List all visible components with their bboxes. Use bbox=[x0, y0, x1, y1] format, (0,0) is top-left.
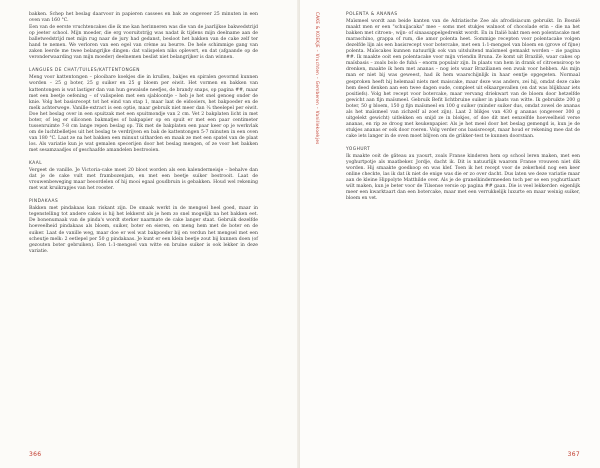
section-text-polenta: Maïsmeel wordt aan beide kanten van de Adriatische Zee als afrodisiacum gebruikt. In Bosnië maakt men er een "schuijacaka" mee – soms met stukjes walnoot of chocolade erin – die na het bakken met citroen-, wijn- of sinaasappelgedrenkt wordt. En in Italië bakt men een polentacake met maraschino, grappa of rum, die amor polenta heet. Sommige recepten voor polentacake volgen dezelfde lijn als een basisrecept voor botercake, met een 1:1-mengsel van bloem en (grove of fijne) polenta. Maïscakes kunnen natuurlijk ook van uitsluitend maïsmeel gemaakt worden – zie pagina ##. Ik maakte ooit een polentacake voor mijn vriendin Bruna. Ze komt uit Brazilië, waar cakes op maïsbasis – zoals bolo de fubá – enorm populair zijn. In plaats van hem in drank of citroensiroop te drenken, maakte ik hem met ananas – nog iets waar Brazilianen een zwak voor hebben. Als mijn man er niet bij was geweest, had ik hem waarschijnlijk in haar eentje opgegeten. Normaal gesproken heeft hij helemaal niets met maiscake, maar deze was anders, zei hij, omdat deze cake hem deed denken aan een twee dagen oude, compleet uit elkaargevallen (en dat was blijkbaar iets positiefs). Volg het recept voor botercake, maar vervang driekwart van de bloem door hetzelfde gewicht aan fijn maïsmeel. Gebruik Befit lichtbruine suiker in plaats van witte. Ik gebruikte 200 g boter, 50 g bloem, 150 g fijn maïsmeel en 100 g suiker (minder suiker dus, omdat zowel de ananas als het maïsmeel van zichzelf al zoet zijn). Laat 2 blikjes van 430 g ananas (ongeveer 300 g uitgelekt gewicht) uitlekken en snijd ze in blokjes, of doe dit met eenzelfde hoeveelheid verse ananas, en rip ze droog met keukenpapier. Als je het meel door het beslag gemengd is, kun je de stukjes ananas er ook door roeren. Volg verder ons basisrecept, maar houd er rekening mee dat de cake iets langer in de oven moet blijven om de grikker-test te kunnen doorstaan. bbox=[346, 19, 581, 139]
page-number-left: 366 bbox=[29, 451, 42, 458]
section-text-yoghurt: Ik maakte ooit de gâteau au yaourt, zoals Franse kinderen hem op school leren maken, met een yoghurtpotje als maatbeker. Jordje, dacht ik. Dit is natuurlijk waarom Franse vrouwen niet dik worden. Hij smaakte goedkoop en was klef. Toen ik het recept voor de zekerheid nog een keer online checkte, las ik dat ik niet de enige was die er zo over dacht. Dus laten we deze variatie maar aan de kleine Hippolyte Matthilde over. Als je de granelkindermeeden toch per se een yoghurtlaart wilt maken, kun je beter voor de Tilsense versie op pagina ## gaan. Die is veel lekkerder: eigenlijk meer een kwarktaart dan een botercake, maar met een verrukkelijk luxurte en maar weinig suiker, bloem en vet. bbox=[346, 154, 580, 202]
intro-paragraph: bakken. Schep het beslag daarvoor in papieren cassees en bak ze ongeveer 25 minuten in een oven van 160 °C. bbox=[29, 12, 258, 24]
running-header-text: CAKE & KOEKJE – Vruchten – Gemberen – Vanillekoekjes bbox=[315, 12, 320, 145]
section-text-pindakaas: Bakken met pindakaas kan riskant zijn. De smaak werkt in de mengsel heel goed, maar in tegenstelling tot andere cakes is hij het lekkerst als je hem zo snel mogelijk na het bakken eet. De bonenumaak van de pinda's wordt sterker naarmate de cake langer staat. Gebruik dezelfde hoeveelheid pindakaas als bloem, suiker, boter en eieren, en meng hem met de boter en de suiker. Laat de vanille weg, maar doe er wel wat bakpoeder bij en verdun het mengsel met een scheutje melk: 2 eetlepel per 50 g pindakaas. Je kunt er een klein beetje zout bij kunnen doen (of gezouten boter gebruiken). Een 1:1-mengsel van witte en bruine suiker is ook lekker in deze variatie. bbox=[29, 206, 258, 254]
left-text-column bbox=[29, 12, 258, 256]
section-title-kaal: KAAL bbox=[29, 161, 43, 167]
running-header bbox=[312, 12, 322, 192]
page-number-right: 367 bbox=[567, 451, 580, 458]
section-text-kattentongen: Meng voor kattentongen – plooibare koekjes die in krullen, bakjes en spiralen gevormd kunnen worden – 25 g boter, 25 g suiker en 25 g bloem per eiwit. Het vormen en bakken van kattentongen is wat lastiger dan van hun gewalsde neefjes, de brandy snaps, op pagina ##, maar met een beetje oefening – of valispelen met een sjabloontje – heb je het snel genoeg onder de knie. Volg het basisrecept tot het eind van stap 1, maar laat de eidooiers, het bakpoeder en de melk achterwege. Vanille-extract is een optie, maar gebruik niet meer dan ¼ theelepel per eiwit. Doe het beslag over in een spuitzak met een spuitmondje van 2 cm. Vet 2 bakplaten licht in met boter, of leg er siliconen bakmatjes of bakpapier op en spuit er met een paar centimeter tussenruimte 7-8 cm lange repen beslag op. Tik met de bakplaten een paar keer op je werkvlak om de luchtbelletjes uit het beslag te verdrijven en bak de kattentongen 5-7 minuten in een oven van 180 °C. Laat ze na het bakken een minuut uitharden en maak ze met een spatel van de plaat los. Als variatie kun je wat gemalen specerijen door het beslag mengen, of ze voor het bakken met sesamzaadjes of geschaafde amandelen bestrooien. bbox=[29, 75, 258, 153]
right-page bbox=[300, 0, 600, 468]
intro-paragraph-2: Een van de eerste vruchtencakes die ik me kan herinneren was die van de jaarlijkse bakwedstrijd op jeeter school. Mijn moeder, die erg vooruitstrijg was nadat ik tijdens mijn deelname aan de balletwedstrijd met mijn rug naar de jury had gedanst, besloot het bakken van de cake zelf ter hand te nemen. We verloren van een egel van crème au beurre. De hele schimmige gang van zaken leerde me twee belangrijke dingen: dat valispelen niks oplevert, en dat (afgaande op de veronderwaarding van mijn moeder) deelnemen beslist niet belangrijker is dan winnen. bbox=[29, 25, 258, 61]
section-title-pindakaas: PINDAKAAS bbox=[29, 199, 59, 205]
section-text-kaal: Vergeet de vanille. Je Victoria-cake moet 20 bloot worden als een kalendermeisje – behalve dan dat je de cake vult met frambozenjam, en met een beetje suiker bestrooit. Laat de vrouwenbeweging maar beoordelen of hij mooi egaal goudbruin is gebakken. Houd wel rekening met wat kruikrapjes van het rooster. bbox=[29, 168, 258, 192]
section-title-polenta: POLENTA & ANANAS bbox=[346, 12, 398, 17]
section-title-kattentongen: LANGUES DE CHAT/TUILES/KATTENTONGEN bbox=[29, 68, 140, 74]
section-title-yoghurt: YOGHURT bbox=[346, 146, 371, 152]
right-text-column bbox=[346, 12, 580, 203]
